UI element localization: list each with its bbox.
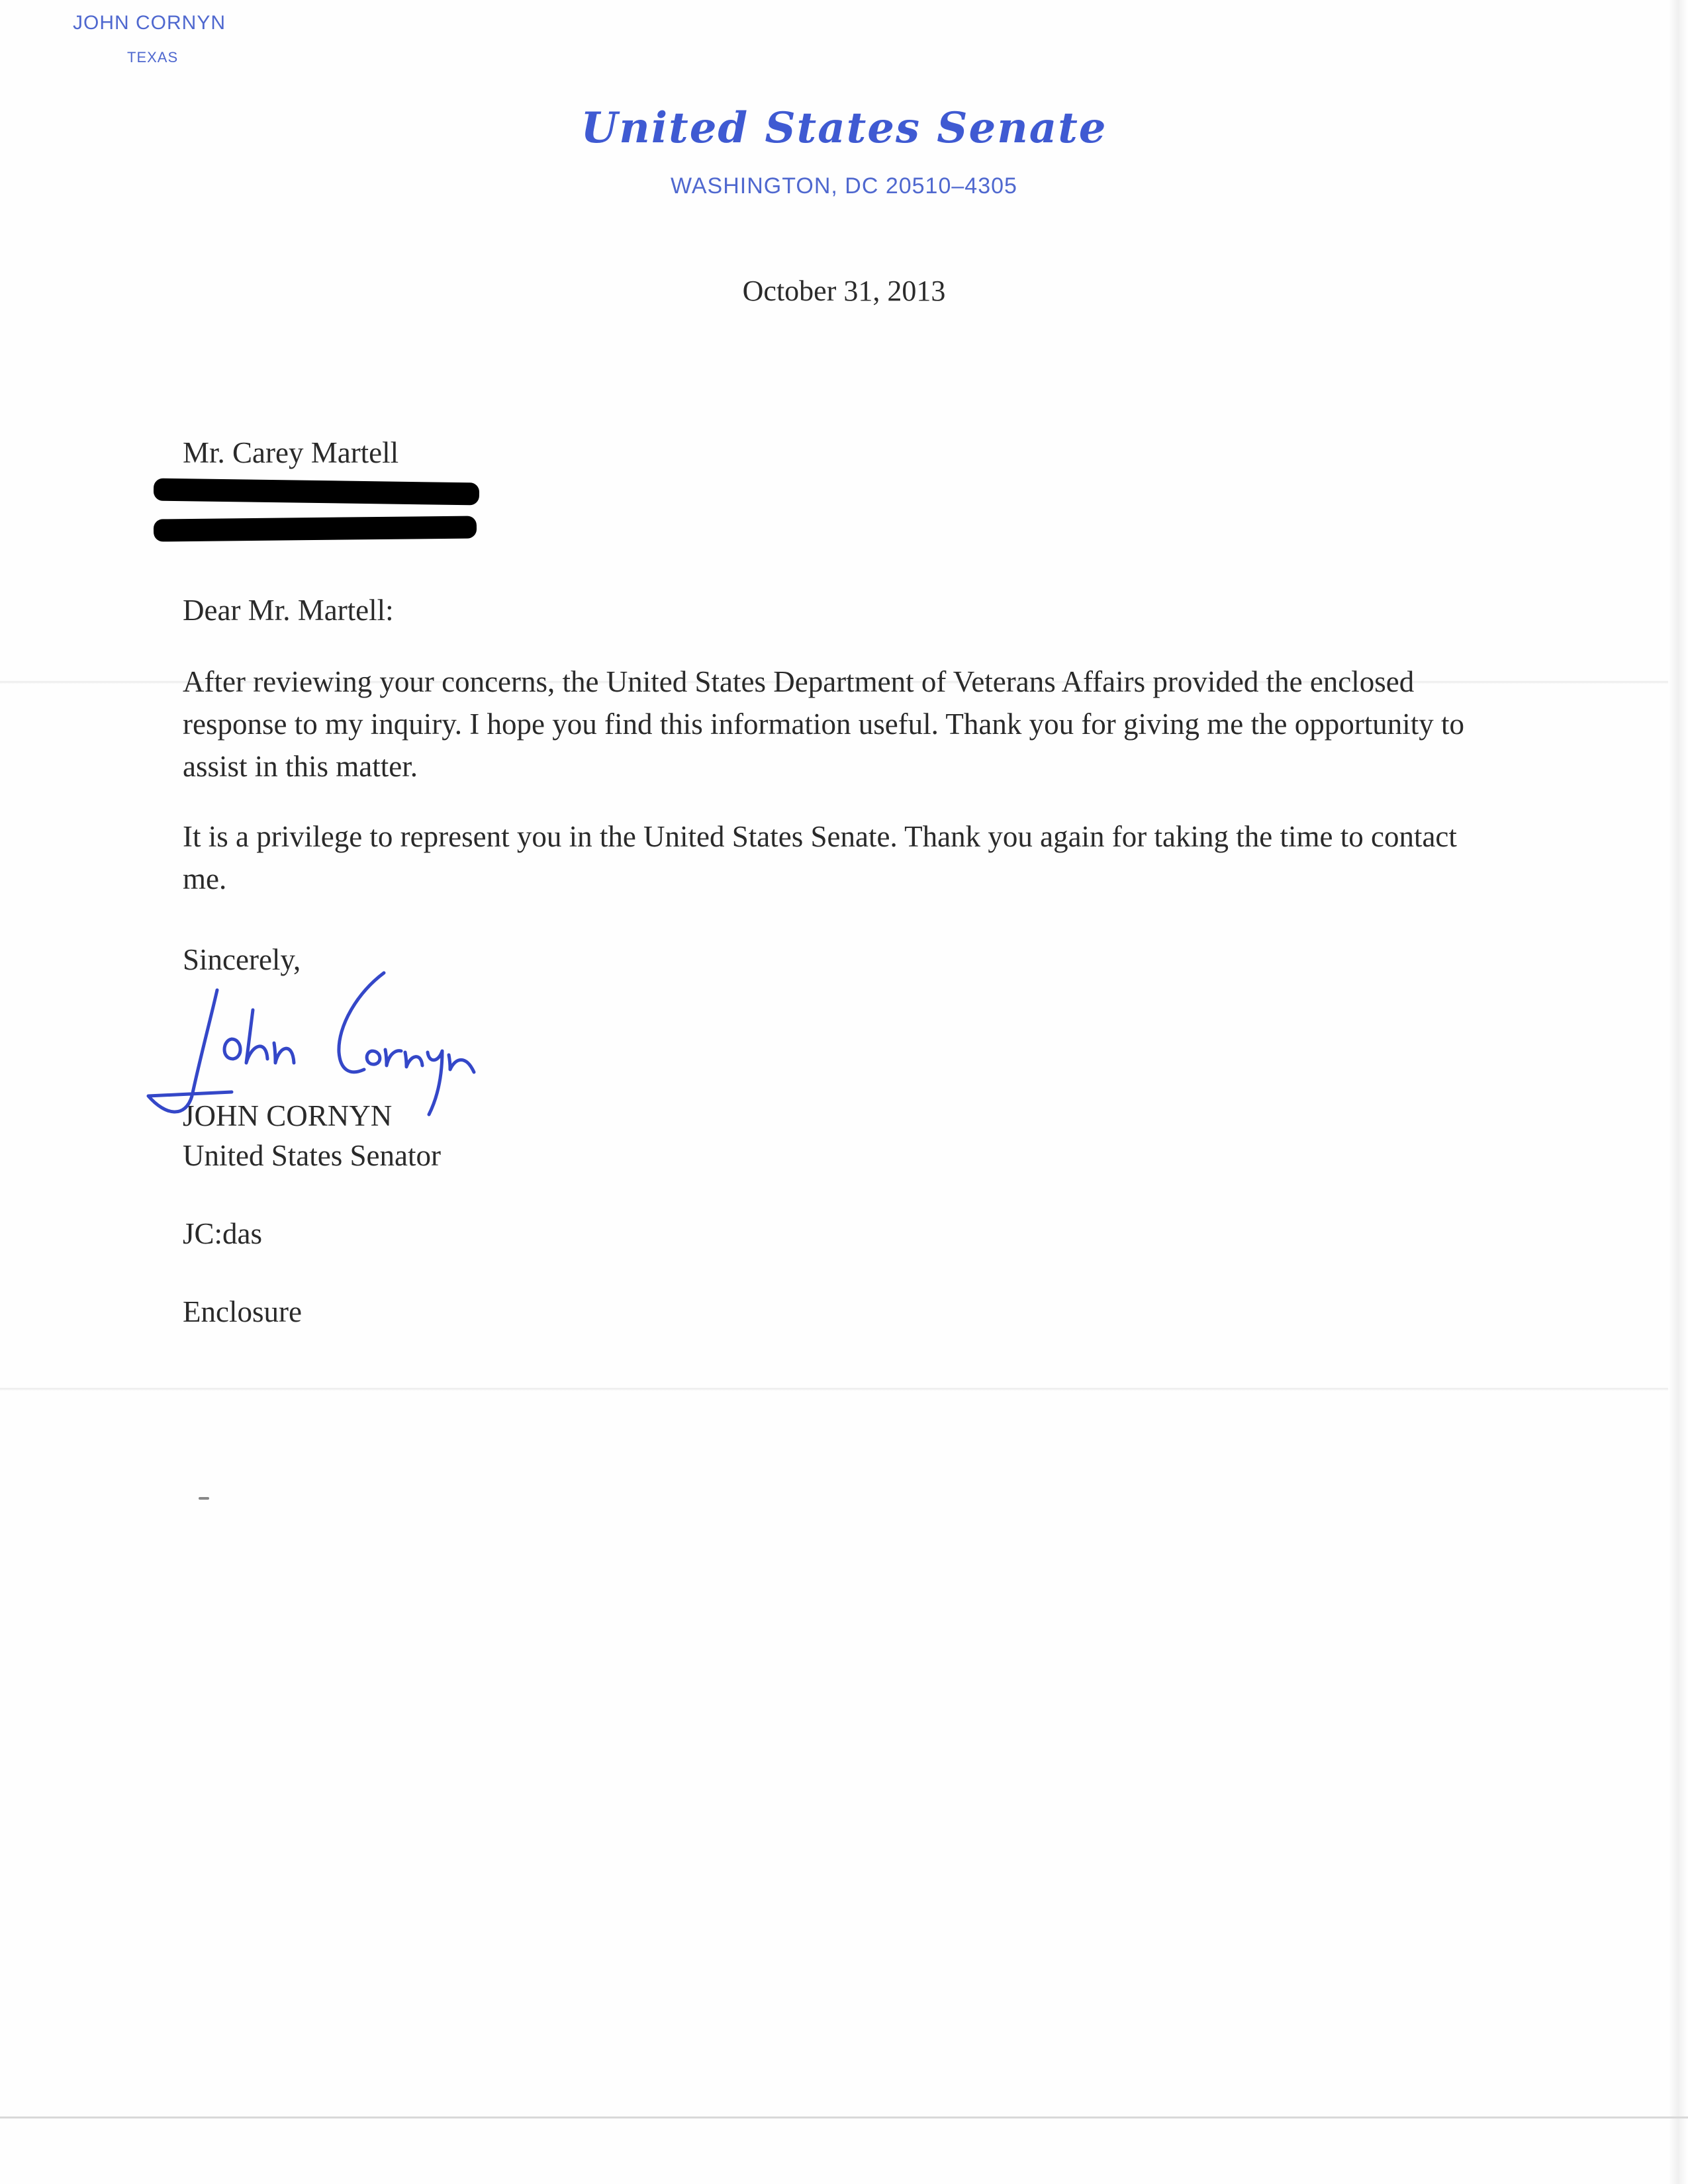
fold-crease [0,1387,1688,1391]
paper-bottom-edge [0,2116,1688,2118]
letter-date: October 31, 2013 [742,275,946,307]
typist-initials: JC:das [183,1217,263,1250]
redacted-address-line [154,516,477,541]
signer-name: JOHN CORNYN [183,1099,393,1132]
sender-name: JOHN CORNYN [73,12,226,34]
body-paragraph: It is a privilege to represent you in the United States Senate. Thank you again for taking the time to contact me. [183,820,1457,895]
paper-mark [199,1497,209,1500]
enclosure-note: Enclosure [183,1295,302,1328]
body-paragraph: After reviewing your concerns, the United States Department of Veterans Affairs provided the enclosed response to my inquiry. I hope you find this information useful. Thank you for giving me the opportunity to assist in this matter. [183,665,1464,783]
closing: Sincerely, [183,943,301,976]
handwritten-signature [139,966,510,1138]
paper-edge [1668,0,1688,2184]
letterhead-title: United States Senate [581,103,1107,153]
letterhead-address: WASHINGTON, DC 20510–4305 [671,173,1017,199]
salutation: Dear Mr. Martell: [183,594,394,627]
sender-state: TEXAS [127,49,179,66]
redacted-address-line [154,478,479,506]
signer-title: United States Senator [183,1139,441,1172]
recipient-name: Mr. Carey Martell [183,436,399,469]
